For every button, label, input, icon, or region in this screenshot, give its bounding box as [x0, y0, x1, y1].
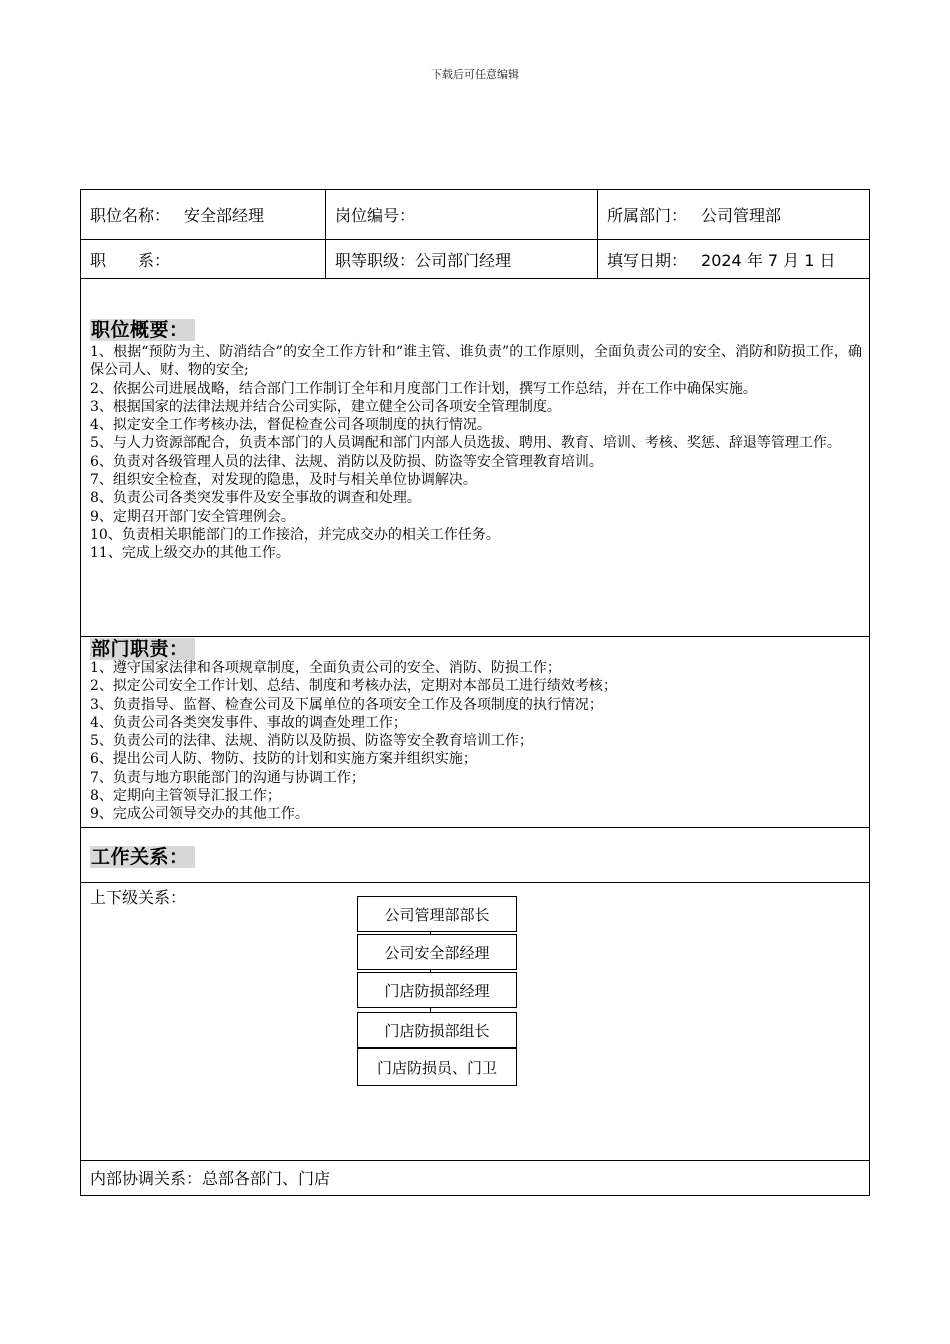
- overview-section: [81, 279, 869, 637]
- internal-value: 总部各部门、门店: [202, 1169, 331, 1188]
- list-item: 7、组织安全检查，对发现的隐患，及时与相关单位协调解决。: [90, 472, 477, 489]
- department-cell: [598, 190, 869, 239]
- list-item: 3、负责指导、监督、检查公司及下属单位的各项安全工作及各项制度的执行情况；: [90, 696, 603, 713]
- grade-value: 公司部门经理: [415, 250, 512, 270]
- overview-list: [90, 343, 862, 563]
- duties-title: 部门职责：: [90, 638, 195, 660]
- department-label: 所属部门：: [607, 206, 688, 225]
- list-item: 4、拟定安全工作考核办法，督促检查公司各项制度的执行情况。: [90, 417, 491, 434]
- hierarchy-label: 上下级关系：: [90, 888, 187, 907]
- list-item: 7、负责与地方职能部门的沟通与协调工作；: [90, 769, 365, 786]
- position-name-value: 安全部经理: [184, 206, 265, 225]
- list-item: 5、与人力资源部配合，负责本部门的人员调配和部门内部人员选拔、聘用、教育、培训、考核、奖惩、辞退等管理工作。: [90, 435, 841, 452]
- info-row-1: [81, 190, 869, 240]
- list-item: 1、遵守国家法律和各项规章制度，全面负责公司的安全、消防、防损工作；: [90, 660, 561, 676]
- list-item: 2、依据公司进展战略，结合部门工作制订全年和月度部门工作计划，撰写工作总结，并在工作中确保实施。: [90, 380, 757, 397]
- series-label: 职 系：: [90, 250, 171, 270]
- list-item: 8、负责公司各类突发事件及安全事故的调查和处理。: [90, 490, 421, 507]
- overview-title: 职位概要：: [90, 319, 195, 341]
- internal-relations-divider: [81, 1160, 869, 1161]
- list-item: 6、提出公司人防、物防、技防的计划和实施方案并组织实施；: [90, 751, 477, 768]
- list-item: 2、拟定公司安全工作计划、总结、制度和考核办法，定期对本部员工进行绩效考核；: [90, 678, 617, 695]
- grade-label: 职等职级：: [335, 250, 416, 270]
- list-item: 11、完成上级交办的其他工作。: [90, 545, 290, 562]
- list-item: 9、定期召开部门安全管理例会。: [90, 508, 295, 525]
- list-item: 4、负责公司各类突发事件、事故的调查处理工作；: [90, 714, 407, 731]
- date-value: 2024 年 7 月 1 日: [701, 250, 836, 270]
- internal-relations: [90, 1166, 330, 1189]
- org-node-security-manager: 公司安全部经理: [357, 934, 517, 970]
- duties-list: [90, 659, 862, 824]
- date-cell: [598, 240, 869, 278]
- list-item: 9、完成公司领导交办的其他工作。: [90, 806, 309, 823]
- list-item: 8、定期向主管领导汇报工作；: [90, 788, 281, 805]
- grade-cell: [326, 240, 598, 278]
- org-node-store-guards: 门店防损员、门卫: [357, 1048, 517, 1086]
- date-label: 填写日期：: [607, 250, 688, 270]
- org-node-store-lp-supervisor: 门店防损部组长: [357, 1012, 517, 1048]
- job-description-form: [80, 189, 870, 1196]
- list-item: 1、根据“预防为主、防消结合”的安全工作方针和“谁主管、谁负责”的工作原则，全面负责公司的安全、消防和防损工作，确保公司人、财、物的安全;: [90, 344, 862, 379]
- org-node-department-head: 公司管理部部长: [357, 896, 517, 932]
- position-name-cell: [81, 190, 326, 239]
- series-cell: [81, 240, 326, 278]
- post-code-label: 岗位编号：: [335, 206, 416, 225]
- duties-section: [81, 637, 869, 828]
- post-code-cell: [326, 190, 598, 239]
- list-item: 6、负责对各级管理人员的法律、法规、消防以及防损、防盗等安全管理教育培训。: [90, 453, 603, 470]
- internal-label: 内部协调关系：: [90, 1169, 203, 1188]
- list-item: 3、根据国家的法律法规并结合公司实际，建立健全公司各项安全管理制度。: [90, 398, 561, 415]
- header-note: 下载后可任意编辑: [431, 68, 519, 81]
- list-item: 5、负责公司的法律、法规、消防以及防损、防盗等安全教育培训工作；: [90, 733, 533, 750]
- department-value: 公司管理部: [701, 206, 782, 225]
- org-node-store-lp-manager: 门店防损部经理: [357, 972, 517, 1008]
- list-item: 10、负责相关职能部门的工作接洽，并完成交办的相关工作任务。: [90, 526, 500, 543]
- relations-title-row: [81, 828, 869, 883]
- info-row-2: [81, 240, 869, 279]
- position-name-label: 职位名称：: [90, 206, 171, 225]
- relations-title: 工作关系：: [90, 846, 195, 868]
